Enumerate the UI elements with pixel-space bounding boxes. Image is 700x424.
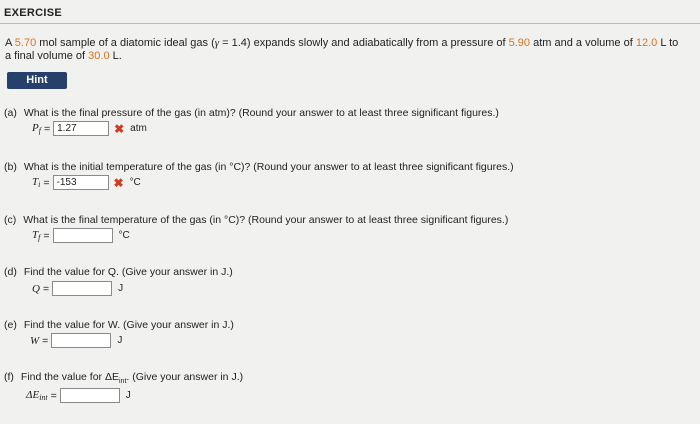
heat-q-input[interactable]: [52, 281, 112, 296]
question-d: (d) Find the value for Q. (Give your answer in J.): [4, 266, 233, 278]
question-c: (c) What is the final temperature of the gas (in °C)? (Round your answer to at least three significant figures.): [4, 214, 509, 226]
moles-value: 5.70: [14, 37, 37, 49]
question-b: (b) What is the initial temperature of the gas (in °C)? (Round your answer to at least three significant figures.): [4, 161, 514, 173]
answer-row-a: $P_f$ = 1.27 ✖ atm: [32, 121, 147, 136]
x-mark-icon: ✖: [114, 121, 125, 136]
answer-row-f: $\Delta E_{int}$ = J: [26, 389, 131, 402]
question-a: (a) What is the final pressure of the gas (in atm)? (Round your answer to at least three significant figures.): [4, 107, 499, 119]
question-e: (e) Find the value for W. (Give your answer in J.): [4, 319, 234, 331]
answer-row-c: $T_f$ = °C: [32, 229, 130, 242]
volume-value: 12.0: [635, 37, 658, 49]
exercise-header: [0, 5, 700, 24]
final-volume-value: 30.0: [88, 50, 110, 62]
answer-row-d: Q = J: [32, 282, 124, 295]
work-w-input[interactable]: [51, 333, 111, 348]
hint-button[interactable]: Hint: [7, 72, 67, 89]
internal-energy-input[interactable]: [60, 388, 120, 403]
question-f: (f) Find the value for $\Delta E_{int}$. (Give your answer in J.): [4, 371, 244, 385]
exercise-title: EXERCISE: [4, 7, 63, 19]
initial-temperature-input[interactable]: [53, 175, 109, 190]
answer-row-b: $T_i$ = -153 ✖ °C: [32, 175, 141, 190]
x-mark-icon: ✖: [113, 175, 124, 190]
answer-row-e: W = J: [30, 334, 123, 347]
problem-statement: A 5.70 mol sample of a diatomic ideal gas (γ = 1.4) expands slowly and adiabatically from a pressure of 5.90 atm and a volume of 12.0 L to a final volume of 30.0 L.: [5, 37, 679, 62]
pressure-value: 5.90: [508, 37, 531, 49]
final-temperature-input[interactable]: [53, 228, 113, 243]
final-pressure-input[interactable]: [53, 121, 109, 136]
